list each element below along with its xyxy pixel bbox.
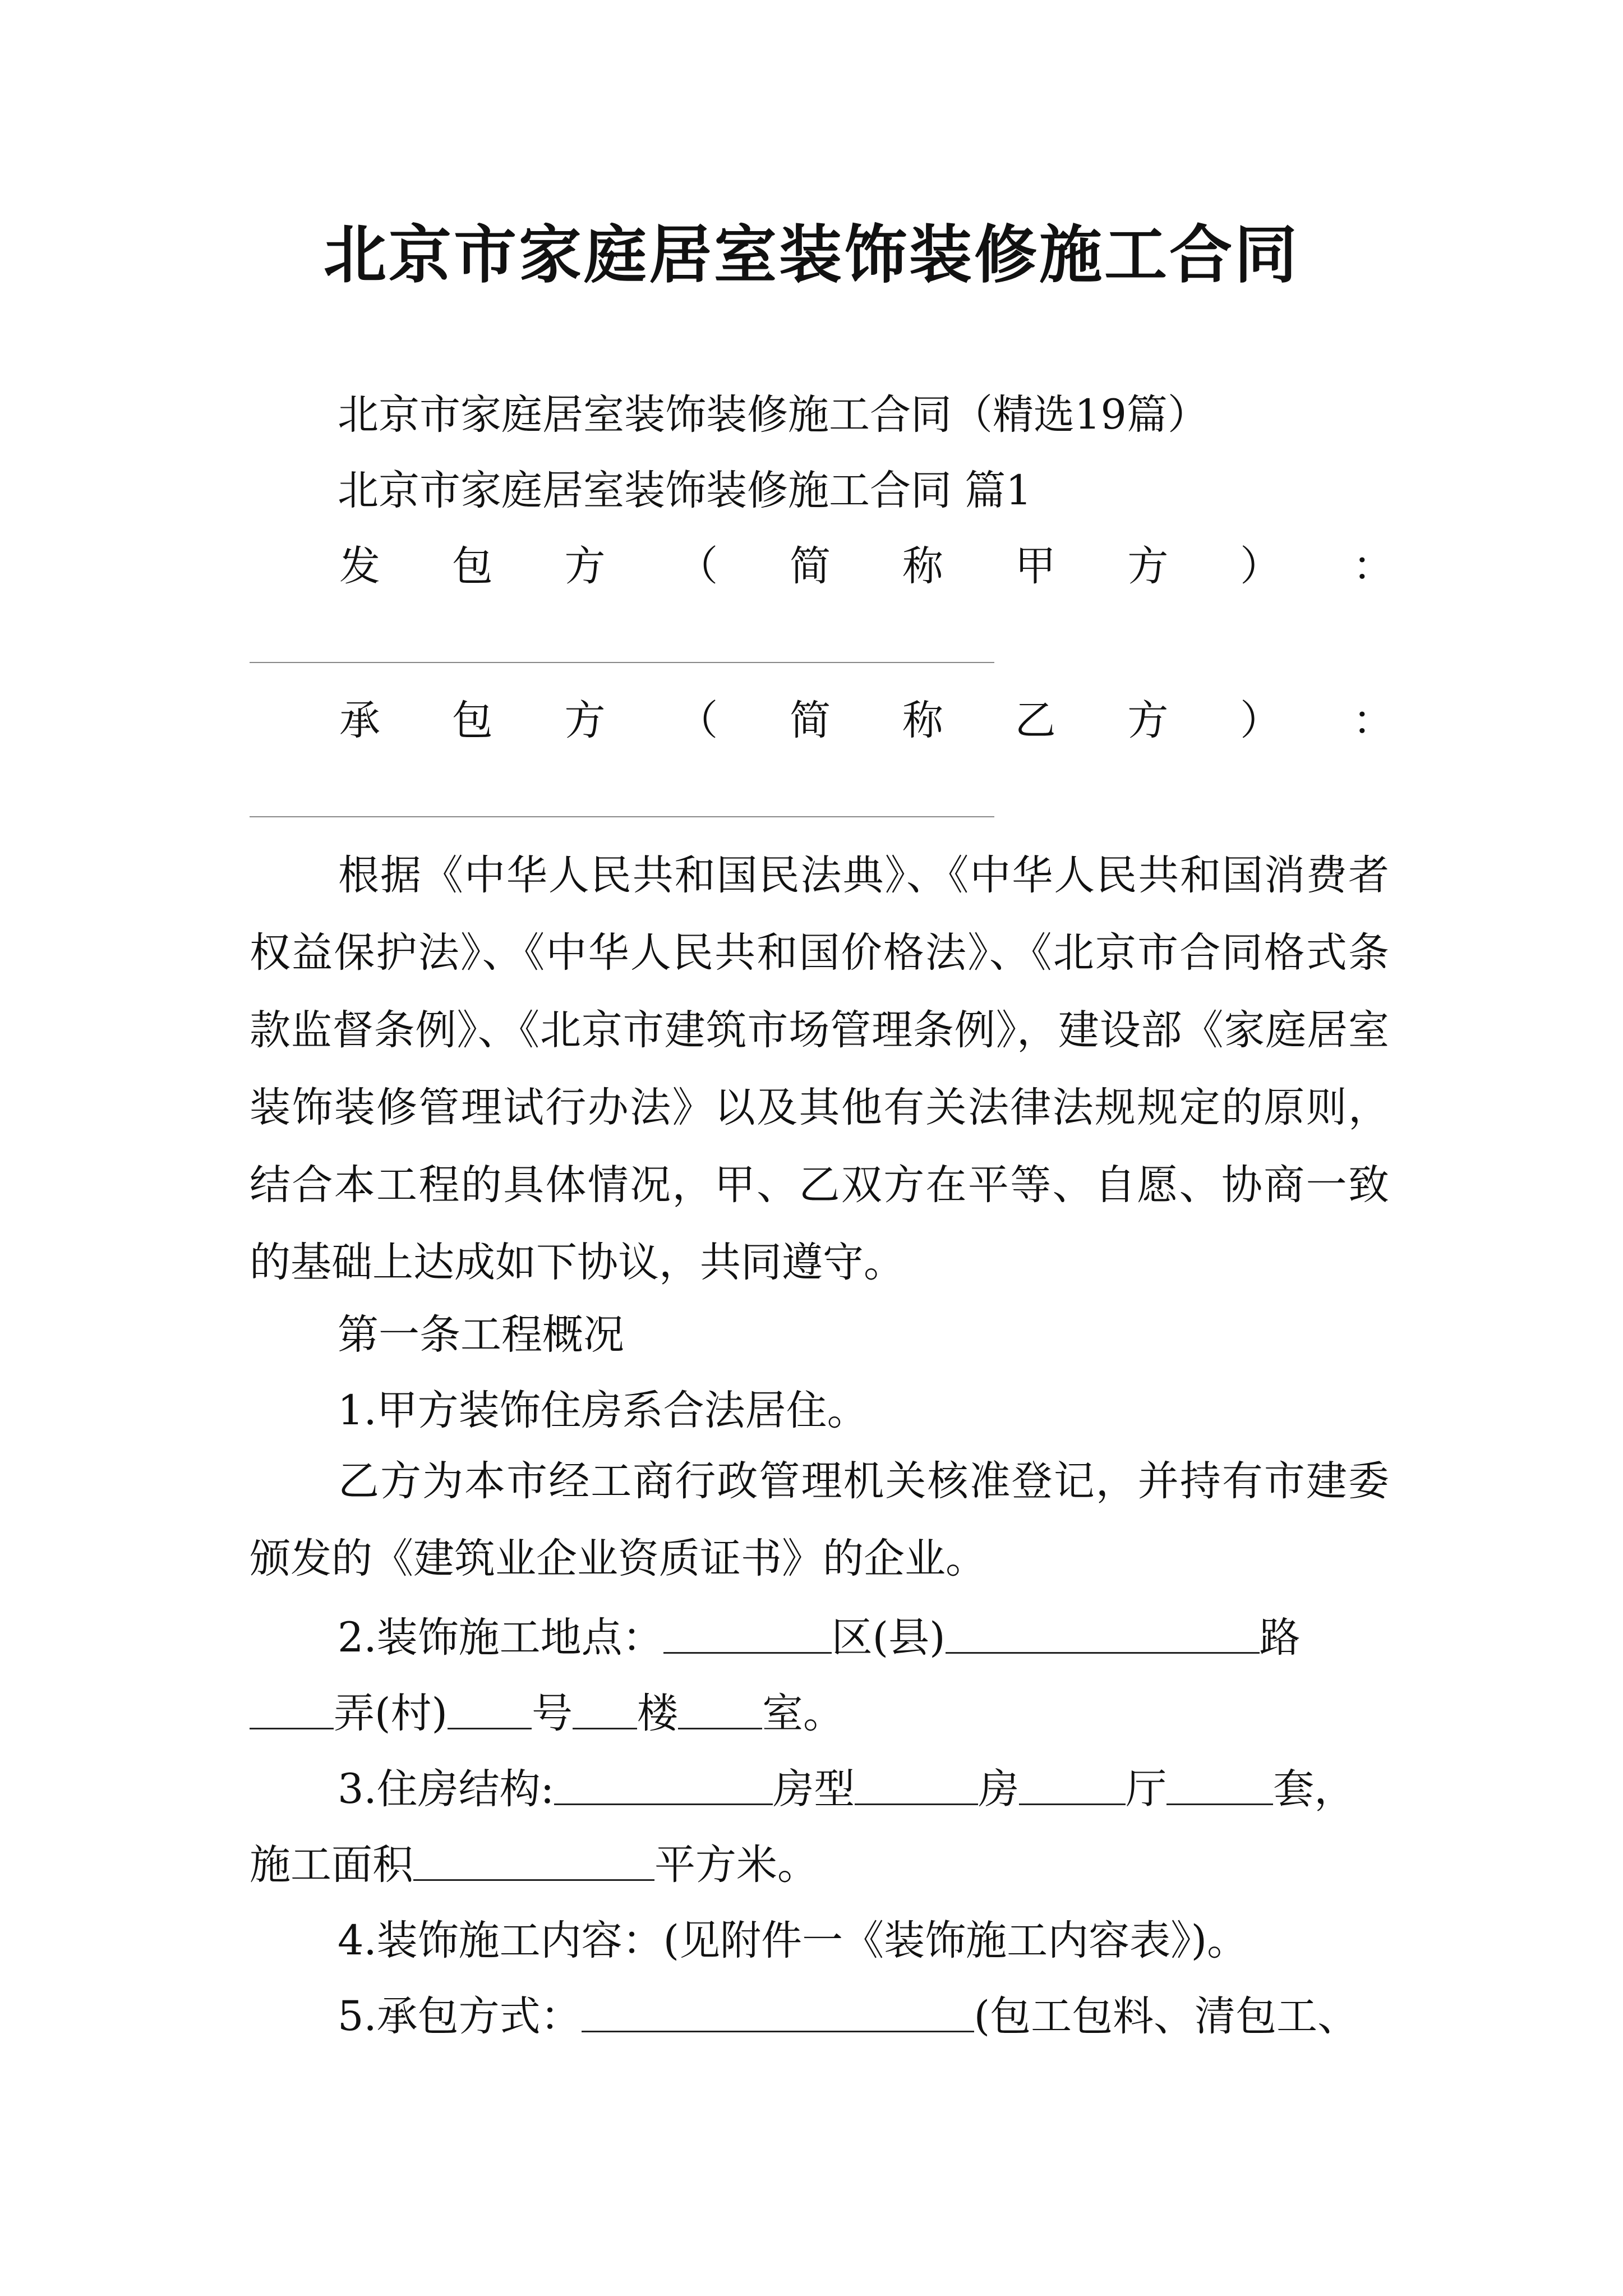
- structure-blank[interactable]: [554, 1770, 773, 1805]
- lane-blank[interactable]: [250, 1694, 334, 1729]
- party-a-label: 发 包 方 （ 简 称 甲 方 ） ：: [339, 542, 1394, 590]
- units-blank[interactable]: [1166, 1770, 1273, 1805]
- contract-mode-blank[interactable]: [582, 1997, 974, 2032]
- subtitle: 北京市家庭居室装饰装修施工合同（精选19篇）: [338, 391, 1209, 439]
- intro-paragraph: 根据《中华人民共和国民法典》、《中华人民共和国消费者权益保护法》、《中华人民共和国价格法》、《北京市合同格式条款监督条例》、《北京市建筑市场管理条例》，建设部《家庭居室装饰装修管理试行办法》以及其他有关法律法规规定的原则，结合本工程的具体情况，甲、乙双方在平等、自愿、协商一致的基础上达成如下协议，共同遵守。: [250, 852, 1389, 1286]
- item-3-line-1: 3.住房结构: 房型 房 厅 套，: [338, 1765, 1355, 1813]
- area-blank[interactable]: [413, 1846, 654, 1881]
- halls-blank[interactable]: [1019, 1770, 1126, 1805]
- party-b-label: 承 包 方 （ 简 称 乙 方 ） ：: [339, 697, 1394, 744]
- road-blank[interactable]: [946, 1618, 1260, 1654]
- item-5-line-1: 5.承包方式： (包工包料、清包工、: [338, 1993, 1359, 2040]
- section-heading: 北京市家庭居室装饰装修施工合同 篇1: [338, 467, 1032, 514]
- party-b-blank-line: [250, 816, 994, 817]
- item-2-line-2: 弄(村) 号 楼 室。: [250, 1686, 844, 1742]
- number-blank[interactable]: [448, 1694, 532, 1729]
- building-blank[interactable]: [573, 1694, 637, 1729]
- item-1: 1.甲方装饰住房系合法居住。: [338, 1387, 868, 1434]
- room-blank[interactable]: [678, 1694, 762, 1729]
- rooms-blank[interactable]: [855, 1770, 978, 1805]
- item-2-line-1: 2.装饰施工地点： 区(县) 路: [338, 1614, 1301, 1662]
- item-3-line-2: 施工面积 平方米。: [250, 1841, 818, 1889]
- district-blank[interactable]: [663, 1618, 832, 1654]
- party-a-blank-line: [250, 662, 994, 663]
- item-4: 4.装饰施工内容：(见附件一《装饰施工内容表》)。: [338, 1917, 1248, 1964]
- document-title: 北京市家庭居室装饰装修施工合同: [324, 218, 1299, 292]
- article-1-heading: 第一条工程概况: [338, 1311, 624, 1359]
- item-1-paragraph: 乙方为本市经工商行政管理机关核准登记，并持有市建委颁发的《建筑业企业资质证书》的企业。: [250, 1457, 1389, 1582]
